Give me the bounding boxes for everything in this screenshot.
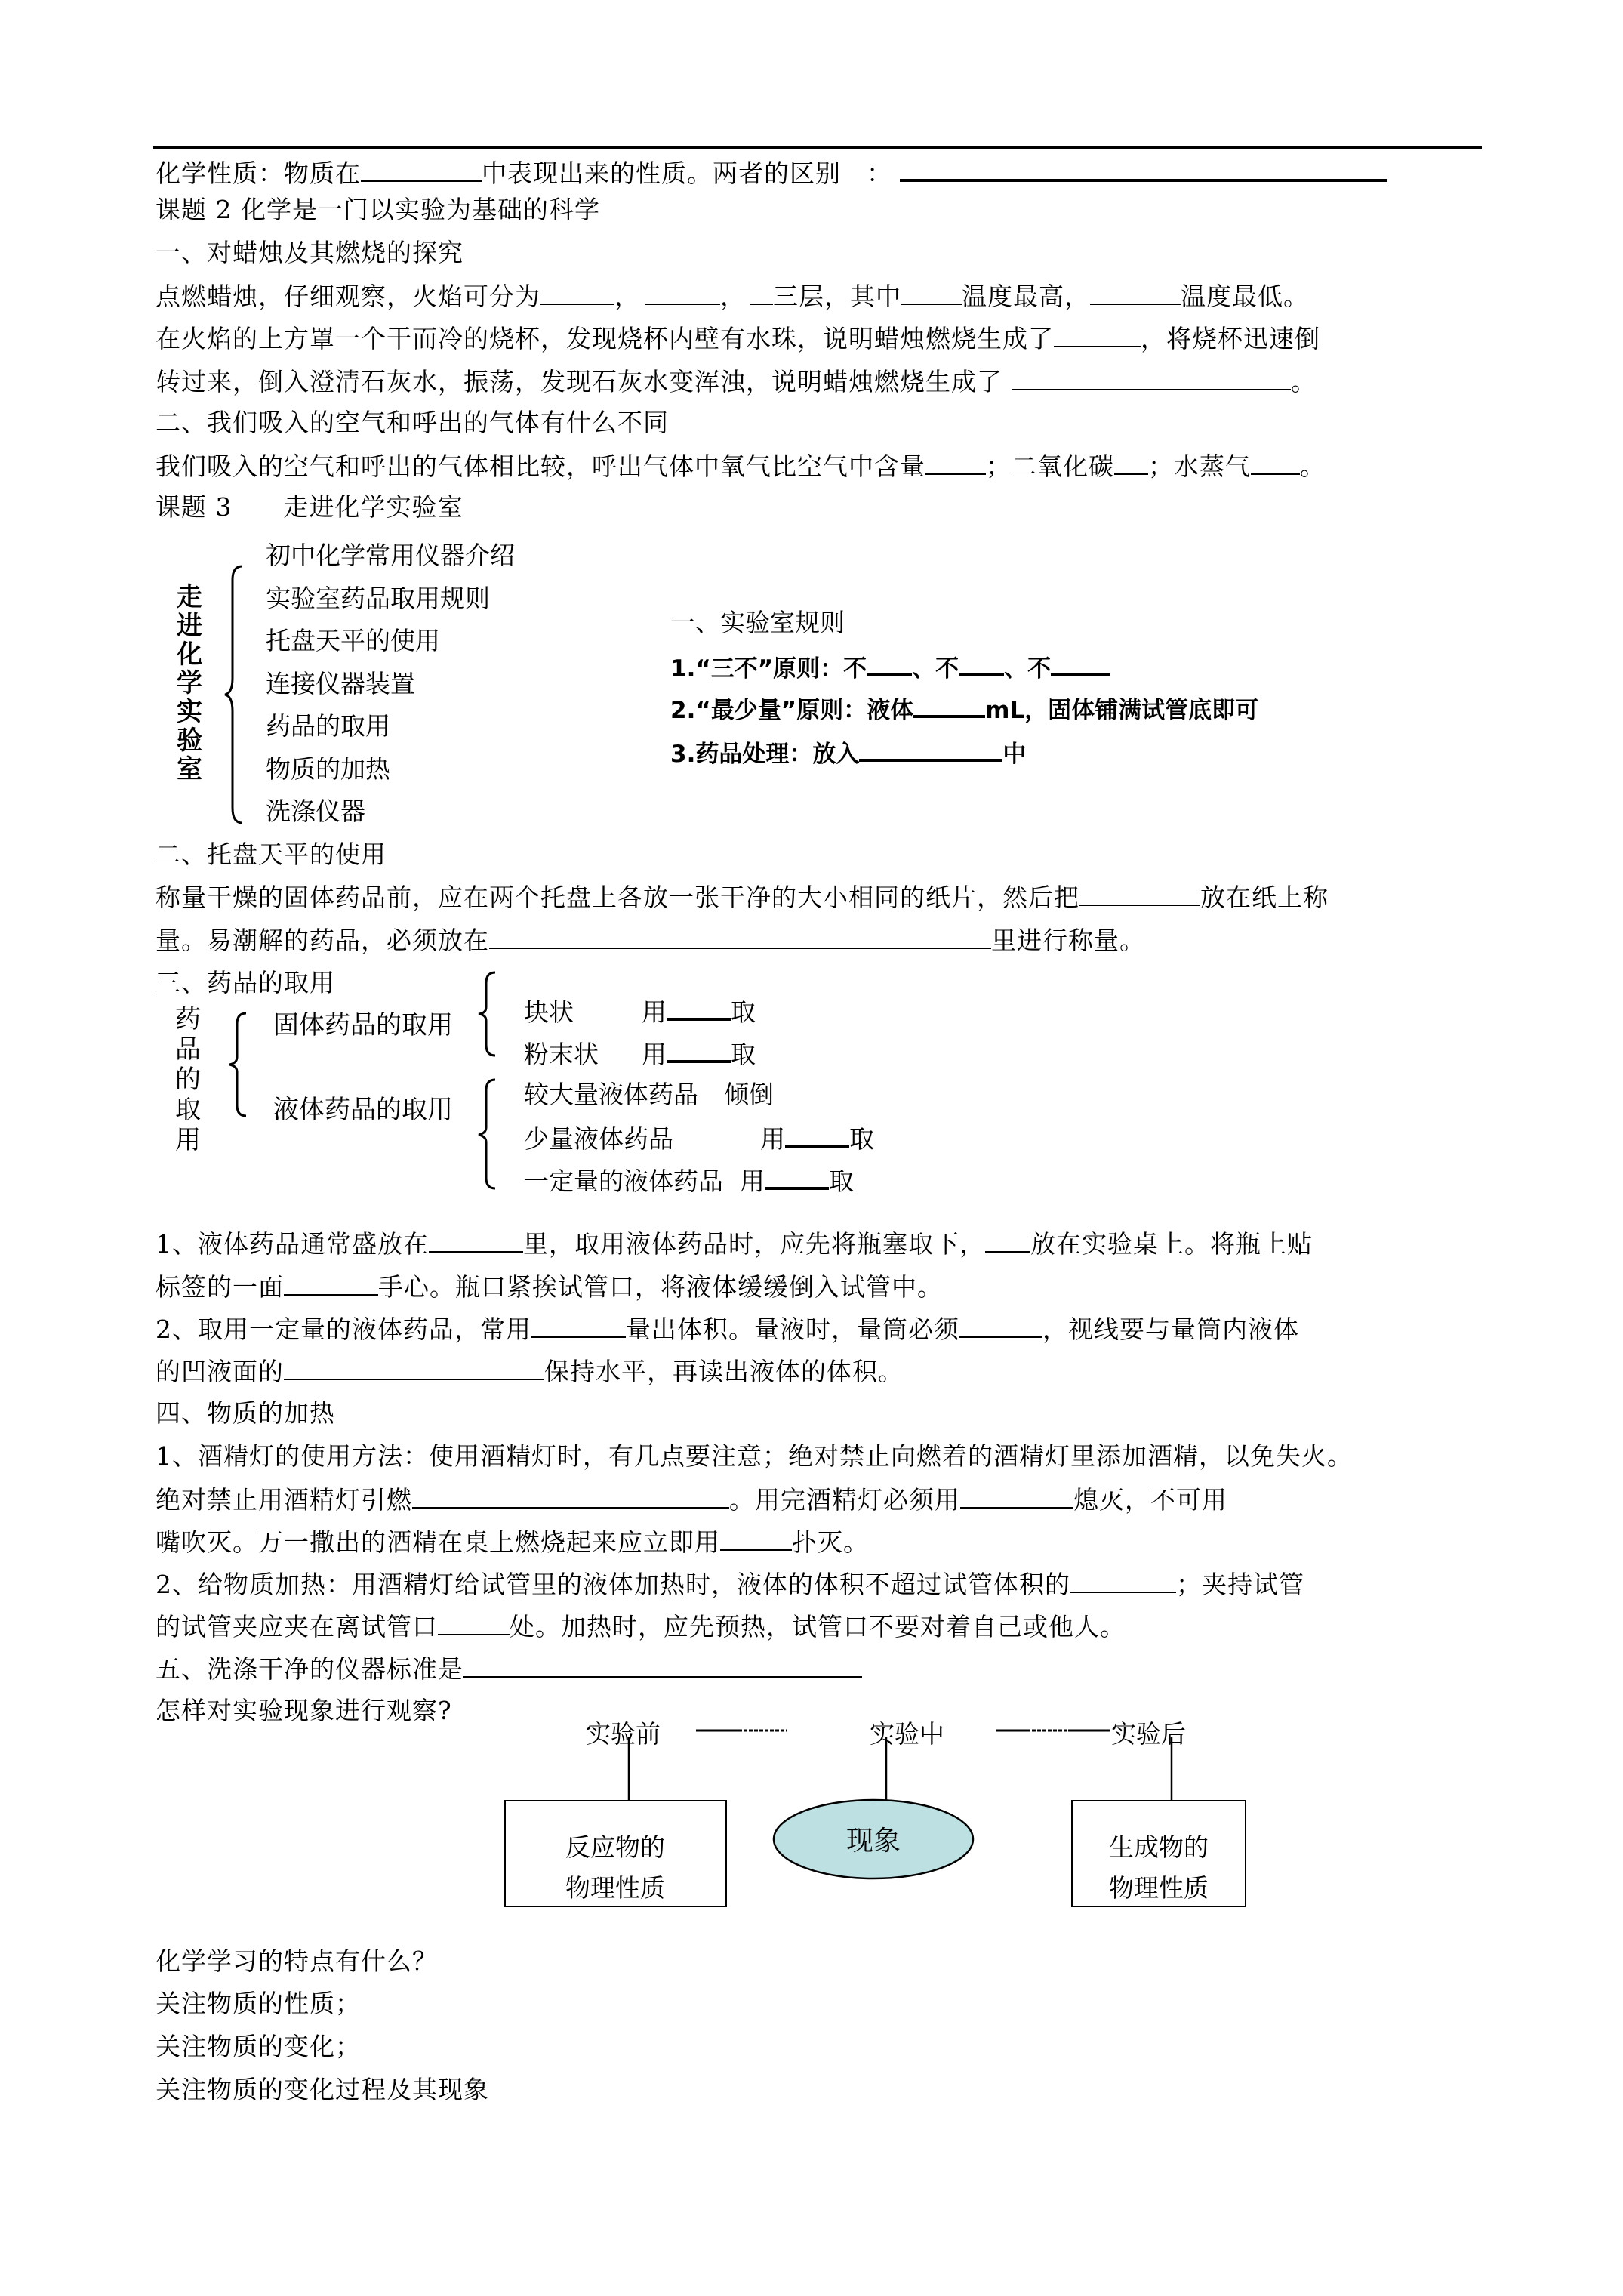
outline-title-char: 走	[177, 582, 202, 612]
text: 里，取用液体药品时，应先将瓶塞取下，	[523, 1229, 985, 1259]
text: 倾倒	[724, 1080, 774, 1109]
text: 点燃蜡烛，仔细观察，火焰可分为	[156, 282, 540, 311]
text: 五、洗涤干净的仪器标准是	[156, 1654, 463, 1684]
outline-title-char: 进	[177, 611, 202, 641]
label-during: 实验中	[870, 1719, 944, 1749]
text: 标签的一面	[156, 1272, 284, 1302]
text: mL，固体铺满试管底即可	[985, 697, 1259, 724]
section-balance: 二、托盘天平的使用	[156, 840, 387, 869]
text: 。	[1291, 367, 1317, 396]
text: 转过来，倒入澄清石灰水，振荡，发现石灰水变浑浊，说明蜡烛燃烧生成了	[156, 367, 1002, 396]
text: 嘴吹灭。万一撒出的酒精在桌上燃烧起来应立即用	[156, 1527, 720, 1557]
heating-line-1: 1、酒精灯的使用方法：使用酒精灯时，有几点要注意；绝对禁止向燃着的酒精灯里添加酒精，以免失火。	[156, 1441, 1353, 1471]
section-heating: 四、物质的加热	[156, 1398, 335, 1428]
outline-item: 物质的加热	[266, 754, 390, 784]
solid-taking: 固体药品的取用	[273, 1010, 453, 1040]
text: ，	[720, 282, 746, 311]
text: 。	[1300, 451, 1326, 481]
text: 2.“最少量”原则：液体	[670, 697, 914, 724]
text: ，视线要与量筒内液体	[1042, 1314, 1299, 1344]
text: 粉末状	[524, 1040, 599, 1069]
phenomenon-label: 现象	[845, 1826, 901, 1857]
taking-title-char: 的	[175, 1065, 201, 1095]
outline-item: 托盘天平的使用	[266, 626, 440, 655]
text: 放在实验桌上。将瓶上贴	[1030, 1229, 1313, 1259]
text: 用	[740, 1166, 765, 1196]
feature-item: 关注物质的性质；	[156, 1989, 361, 2018]
outline-item: 洗涤仪器	[266, 797, 365, 826]
text: 1、液体药品通常盛放在	[156, 1229, 429, 1259]
outline-title-char: 室	[177, 754, 202, 784]
reactant-label-2: 物理性质	[565, 1873, 665, 1903]
text: 温度最高，	[962, 282, 1090, 311]
features-question: 化学学习的特点有什么？	[156, 1946, 438, 1976]
label-after: 实验后	[1111, 1719, 1186, 1749]
text: 手心。瓶口紧挨试管口，将液体缓缓倒入试管中。	[378, 1272, 943, 1302]
section-taking: 三、药品的取用	[156, 968, 335, 997]
text: 较大量液体药品	[524, 1080, 698, 1109]
text: 里进行称量。	[991, 926, 1145, 955]
text: 用	[642, 1040, 667, 1069]
taking-title-char: 品	[175, 1034, 201, 1065]
text: 放在纸上称	[1200, 883, 1329, 912]
text: ；二氧化碳	[986, 451, 1114, 481]
text: ；水蒸气	[1148, 451, 1251, 481]
taking-title-char: 用	[175, 1125, 201, 1155]
section-air: 二、我们吸入的空气和呼出的气体有什么不同	[156, 408, 669, 437]
label-before: 实验前	[586, 1719, 661, 1749]
text: 2、给物质加热：用酒精灯给试管里的液体加热时，液体的体积不超过试管体积的	[156, 1570, 1070, 1599]
text: 2、取用一定量的液体药品，常用	[156, 1314, 531, 1344]
outline-title-char: 实	[177, 697, 202, 727]
liquid-taking: 液体药品的取用	[273, 1095, 453, 1125]
text: 熄灭，不可用	[1073, 1485, 1227, 1515]
text: 化学性质：物质在	[156, 159, 361, 188]
text: 保持水平，再读出液体的体积。	[544, 1357, 904, 1386]
text: 取	[731, 997, 756, 1027]
outline-title-char: 验	[177, 726, 202, 756]
text: 取	[829, 1166, 854, 1196]
outline-item: 初中化学常用仪器介绍	[266, 541, 515, 570]
section-candle: 一、对蜡烛及其燃烧的探究	[156, 238, 463, 267]
text: 、不	[1004, 655, 1052, 683]
text: 量出体积。量液时，量筒必须	[626, 1314, 959, 1344]
text: 用	[642, 997, 667, 1027]
feature-item: 关注物质的变化过程及其现象	[156, 2075, 489, 2104]
text: 温度最低。	[1181, 282, 1309, 311]
product-label-2: 物理性质	[1109, 1873, 1209, 1903]
text: 我们吸入的空气和呼出的气体相比较，呼出气体中氧气比空气中含量	[156, 451, 925, 481]
text: 少量液体药品	[524, 1124, 673, 1154]
reactant-label-1: 反应物的	[565, 1832, 665, 1862]
taking-title-char: 取	[175, 1095, 201, 1125]
text: 在火焰的上方罩一个干而冷的烧杯，发现烧杯内壁有水珠，说明蜡烛燃烧生成了	[156, 324, 1054, 353]
outline-item: 实验室药品取用规则	[266, 583, 490, 613]
text: 、不	[912, 655, 959, 683]
text: 的凹液面的	[156, 1357, 284, 1386]
text: 扑灭。	[792, 1527, 869, 1557]
outline-item: 药品的取用	[266, 711, 390, 741]
text: 取	[849, 1124, 874, 1154]
text: 块状	[524, 997, 574, 1027]
text: 3.药品处理：放入	[670, 741, 860, 768]
topic-2-title: 课题 2 化学是一门以实验为基础的科学	[156, 195, 600, 224]
outline-item: 连接仪器装置	[266, 668, 415, 698]
observe-question: 怎样对实验现象进行观察?	[156, 1696, 452, 1725]
text: 的试管夹应夹在离试管口	[156, 1612, 438, 1641]
lab-rules-heading: 一、实验室规则	[670, 608, 845, 637]
text: 用	[760, 1124, 785, 1154]
text: 绝对禁止用酒精灯引燃	[156, 1485, 412, 1515]
feature-item: 关注物质的变化；	[156, 2032, 361, 2061]
text: 三层，其中	[773, 282, 901, 311]
text: ；夹持试管	[1176, 1570, 1304, 1599]
text: 中表现出来的性质。两者的区别 ：	[482, 159, 892, 188]
text: 称量干燥的固体药品前，应在两个托盘上各放一张干净的大小相同的纸片，然后把	[156, 883, 1079, 912]
text: 量。易潮解的药品，必须放在	[156, 926, 489, 955]
topic-3-title: 课题 3 走进化学实验室	[156, 492, 463, 522]
outline-title-char: 化	[177, 639, 202, 670]
text: ，	[614, 282, 640, 311]
taking-title-char: 药	[175, 1004, 201, 1034]
text: 一定量的液体药品	[524, 1166, 723, 1196]
text: 中	[1002, 741, 1027, 768]
text: 取	[731, 1040, 756, 1069]
text: 。用完酒精灯必须用	[729, 1485, 960, 1515]
text: 处。加热时，应先预热，试管口不要对着自己或他人。	[510, 1612, 1126, 1641]
outline-title-char: 学	[177, 668, 202, 698]
text: ，将烧杯迅速倒	[1141, 324, 1320, 353]
product-label-1: 生成物的	[1109, 1832, 1209, 1862]
text: 1.“三不”原则：不	[670, 655, 867, 683]
